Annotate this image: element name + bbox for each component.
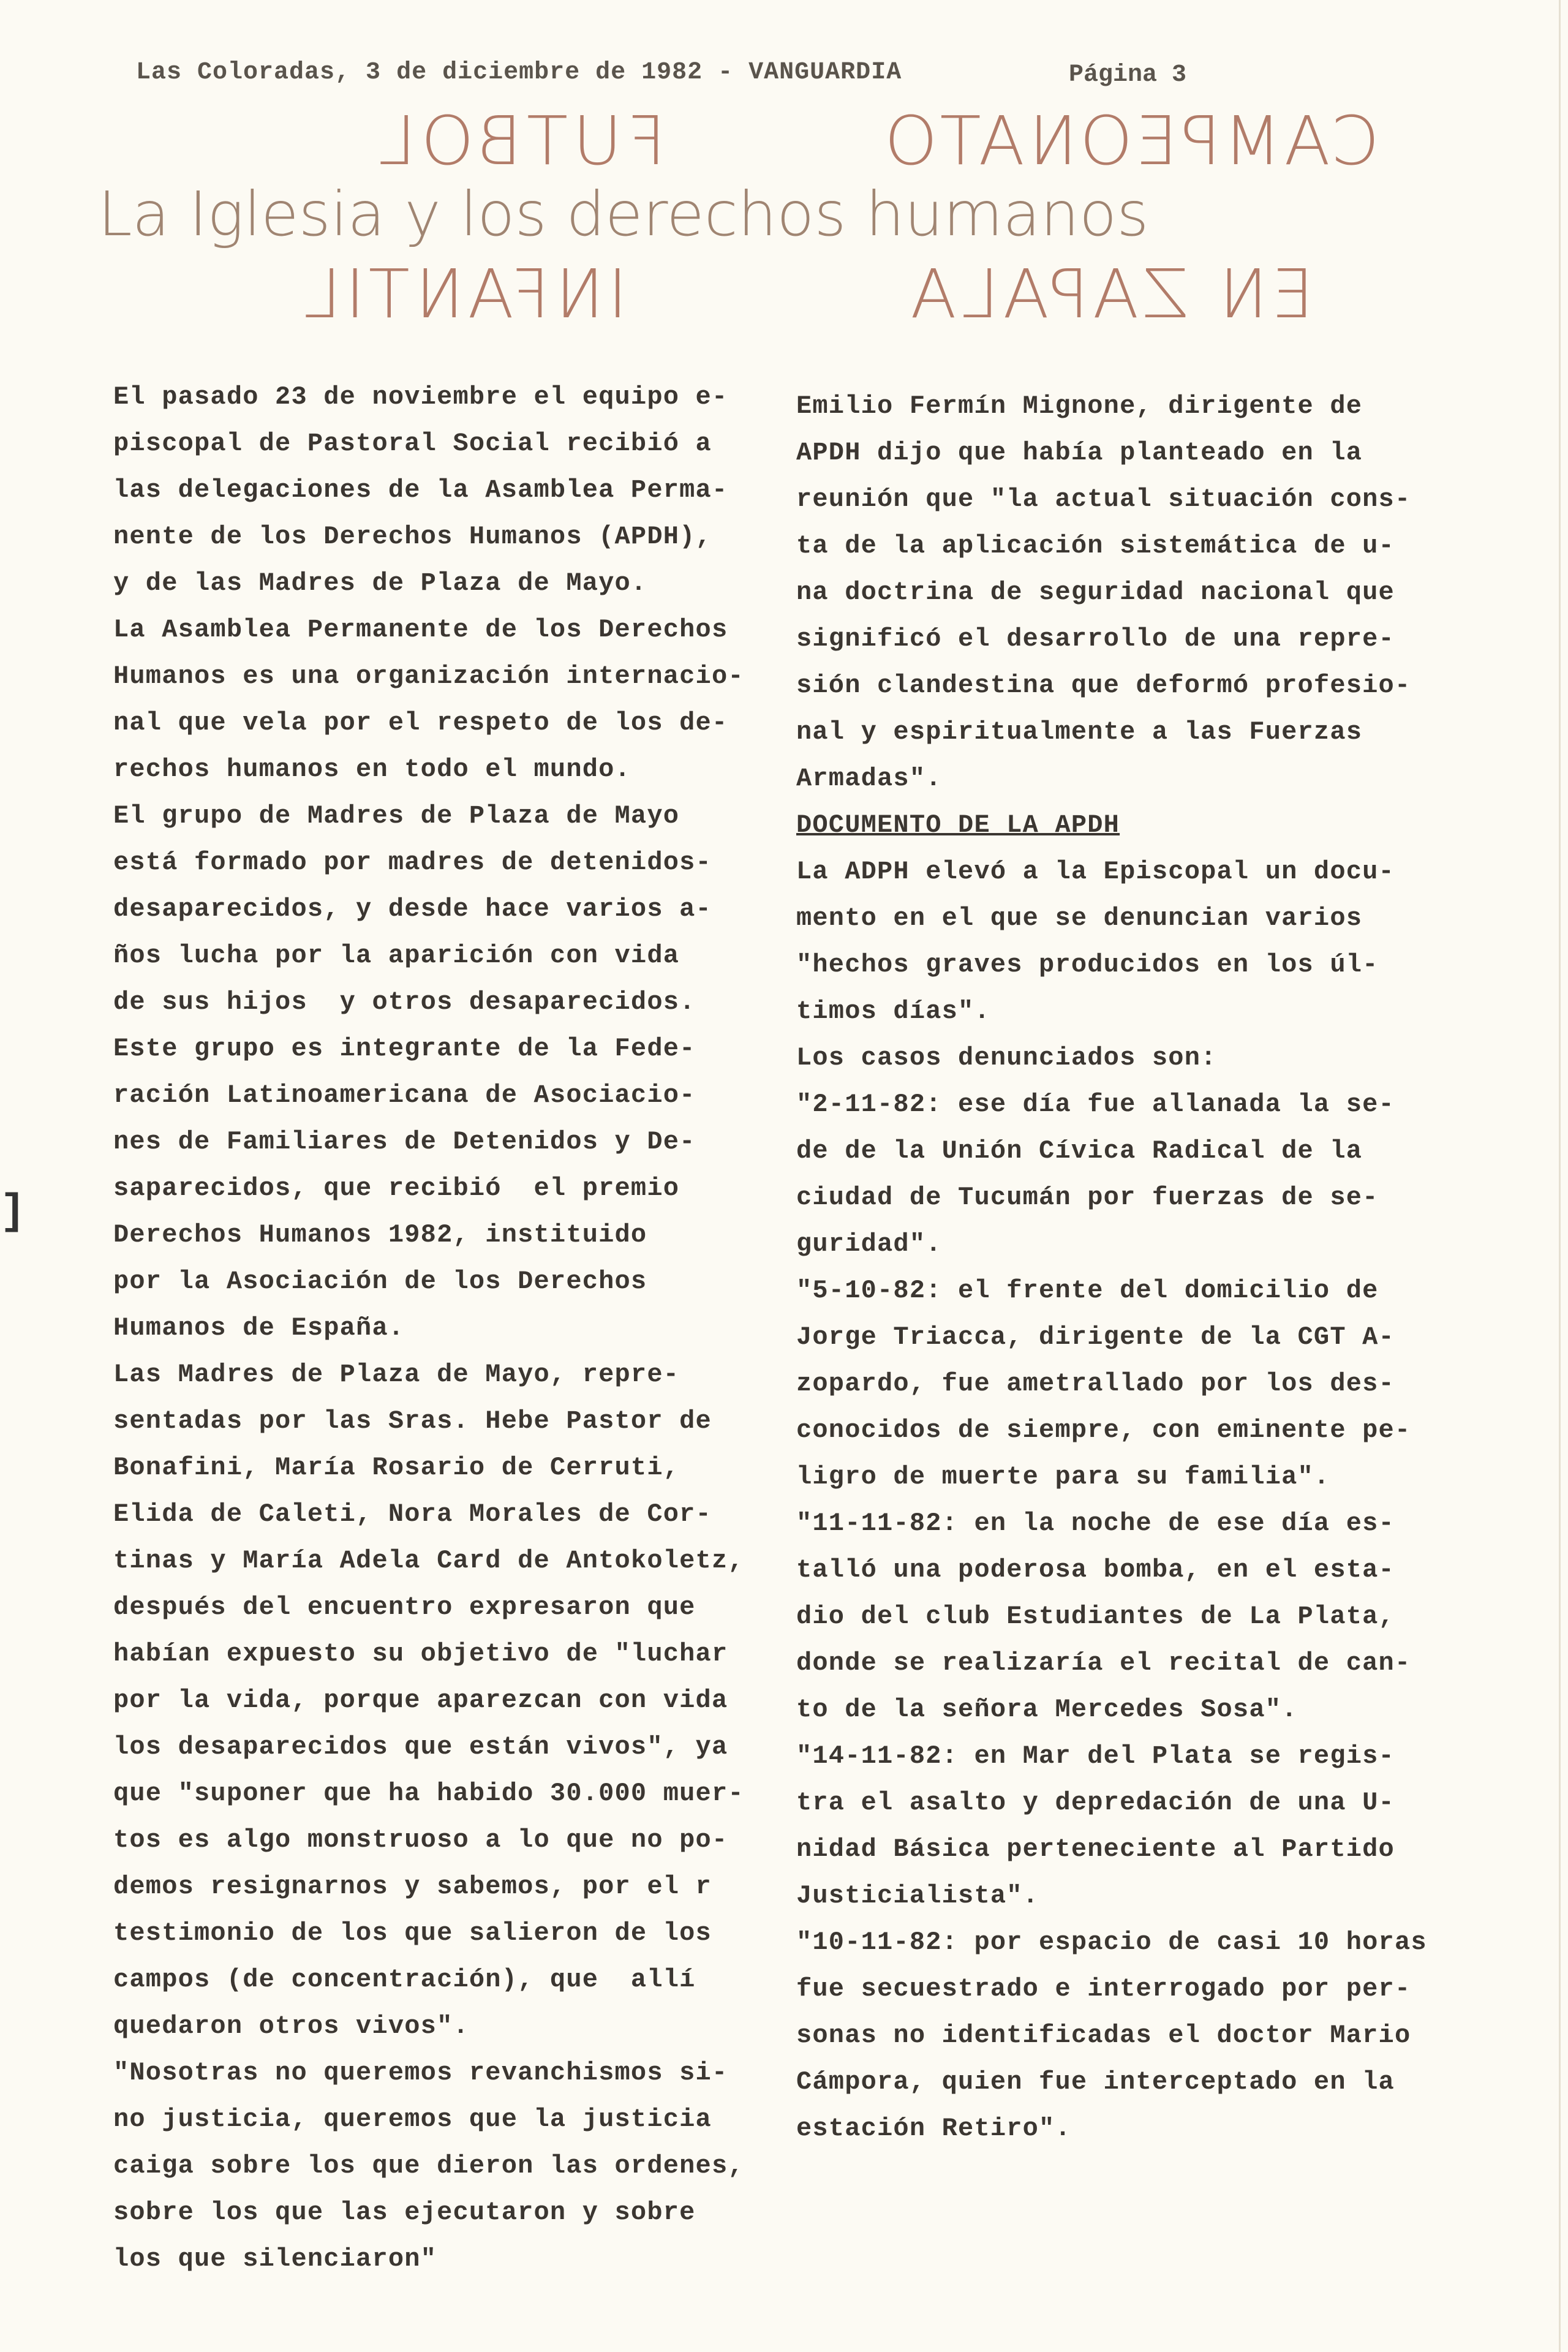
text-line: desaparecidos, y desde hace varios a- (113, 894, 712, 924)
page-edge (1559, 0, 1561, 2352)
text-line: caiga sobre los que dieron las ordenes, (113, 2151, 744, 2180)
text-line: Armadas". (796, 764, 942, 793)
text-line: sentadas por las Sras. Hebe Pastor de (113, 1406, 712, 1436)
text-line: piscopal de Pastoral Social recibió a (113, 429, 712, 458)
text-line: Humanos es una organización internacio- (113, 662, 744, 691)
text-line: "14-11-82: en Mar del Plata se regis- (796, 1741, 1395, 1771)
text-line: por la Asociación de los Derechos (113, 1267, 647, 1296)
text-line: La ADPH elevó a la Episcopal un docu- (796, 857, 1395, 886)
text-line: Derechos Humanos 1982, instituido (113, 1220, 647, 1250)
text-line: ciudad de Tucumán por fuerzas de se- (796, 1183, 1379, 1212)
text-line: habían expuesto su objetivo de "luchar (113, 1639, 728, 1668)
text-line: Jorge Triacca, dirigente de la CGT A- (796, 1322, 1395, 1352)
text-line: reunión que "la actual situación cons- (796, 484, 1411, 514)
text-line: los que silenciaron" (113, 2244, 437, 2274)
dateline: Las Coloradas, 3 de diciembre de 1982 - VANGUARDIA (136, 59, 902, 86)
text-line: por la vida, porque aparezcan con vida (113, 1686, 728, 1715)
text-line: El grupo de Madres de Plaza de Mayo (113, 801, 680, 831)
page-number: Página 3 (1069, 61, 1187, 89)
text-line: nal y espiritualmente a las Fuerzas (796, 717, 1363, 747)
text-line: los desaparecidos que están vivos", ya (113, 1732, 728, 1762)
text-line: que "suponer que ha habido 30.000 muer- (113, 1779, 744, 1808)
text-line: mento en el que se denuncian varios (796, 903, 1363, 933)
text-line: sobre los que las ejecutaron y sobre (113, 2198, 696, 2227)
text-line: sonas no identificadas el doctor Mario (796, 2021, 1411, 2050)
text-line: Elida de Caleti, Nora Morales de Cor- (113, 1499, 712, 1529)
text-line: quedaron otros vivos". (113, 2011, 469, 2041)
show-through-campeonato: CAMPEONATO (882, 102, 1380, 180)
margin-bracket-mark: ] (0, 1188, 26, 1237)
show-through-infantil: INFANTIL (300, 255, 628, 333)
text-line: Las Madres de Plaza de Mayo, repre- (113, 1360, 680, 1389)
left-column-article (113, 374, 744, 2282)
text-line: Humanos de España. (113, 1313, 405, 1343)
text-line: ños lucha por la aparición con vida (113, 941, 680, 970)
text-line: estación Retiro". (796, 2114, 1071, 2143)
text-line: de de la Unión Cívica Radical de la (796, 1136, 1363, 1166)
text-line: "hechos graves producidos en los úl- (796, 950, 1379, 979)
text-line: demos resignarnos y sabemos, por el r (113, 1872, 712, 1901)
text-line: Este grupo es integrante de la Fede- (113, 1034, 696, 1063)
text-line: testimonio de los que salieron de los (113, 1918, 712, 1948)
text-line: fue secuestrado e interrogado por per- (796, 1974, 1411, 2003)
text-line: to de la señora Mercedes Sosa". (796, 1695, 1298, 1724)
show-through-futbol: FUTBOL (374, 102, 666, 180)
show-through-en-zapala: EN ZAPALA (907, 255, 1314, 333)
text-line: APDH dijo que había planteado en la (796, 438, 1363, 467)
text-line: timos días". (796, 997, 990, 1026)
text-line: zopardo, fue ametrallado por los des- (796, 1369, 1395, 1398)
text-line: talló una poderosa bomba, en el esta- (796, 1555, 1395, 1585)
text-line: guridad". (796, 1229, 942, 1259)
text-line: sión clandestina que deformó profesio- (796, 671, 1411, 700)
text-line: dio del club Estudiantes de La Plata, (796, 1602, 1395, 1631)
text-line: las delegaciones de la Asamblea Perma- (113, 475, 728, 505)
text-line: campos (de concentración), que allí (113, 1965, 696, 1994)
text-line: "11-11-82: en la noche de ese día es- (796, 1509, 1395, 1538)
section-subheading: DOCUMENTO DE LA APDH (796, 810, 1120, 840)
text-line: y de las Madres de Plaza de Mayo. (113, 568, 647, 598)
text-line: tos es algo monstruoso a lo que no po- (113, 1825, 728, 1855)
text-line: El pasado 23 de noviembre el equipo e- (113, 382, 728, 412)
text-line: "Nosotras no queremos revanchismos si- (113, 2058, 728, 2087)
show-through-iglesia-title: La Iglesia y los derechos humanos (98, 178, 1149, 250)
text-line: "2-11-82: ese día fue allanada la se- (796, 1090, 1395, 1119)
text-line: Los casos denunciados son: (796, 1043, 1217, 1072)
right-column-article (796, 383, 1427, 2152)
text-line: nente de los Derechos Humanos (APDH), (113, 522, 712, 551)
text-line: Cámpora, quien fue interceptado en la (796, 2067, 1395, 2097)
text-line: de sus hijos y otros desaparecidos. (113, 987, 696, 1017)
text-line: "5-10-82: el frente del domicilio de (796, 1276, 1379, 1305)
text-line: La Asamblea Permanente de los Derechos (113, 615, 728, 644)
text-line: ligro de muerte para su familia". (796, 1462, 1330, 1491)
text-line: Emilio Fermín Mignone, dirigente de (796, 391, 1363, 421)
text-line: nal que vela por el respeto de los de- (113, 708, 728, 737)
text-line: ración Latinoamericana de Asociacio- (113, 1080, 696, 1110)
text-line: tinas y María Adela Card de Antokoletz, (113, 1546, 744, 1575)
text-line: conocidos de siempre, con eminente pe- (796, 1415, 1411, 1445)
text-line: tra el asalto y depredación de una U- (796, 1788, 1395, 1817)
text-line: na doctrina de seguridad nacional que (796, 578, 1395, 607)
text-line: ta de la aplicación sistemática de u- (796, 531, 1395, 560)
text-line: rechos humanos en todo el mundo. (113, 755, 631, 784)
text-line: saparecidos, que recibió el premio (113, 1174, 680, 1203)
text-line: está formado por madres de detenidos- (113, 848, 712, 877)
text-line: significó el desarrollo de una repre- (796, 624, 1395, 654)
text-line: nidad Básica perteneciente al Partido (796, 1834, 1395, 1864)
text-line: donde se realizaría el recital de can- (796, 1648, 1411, 1678)
text-line: Bonafini, María Rosario de Cerruti, (113, 1453, 680, 1482)
text-line: nes de Familiares de Detenidos y De- (113, 1127, 696, 1156)
text-line: no justicia, queremos que la justicia (113, 2105, 712, 2134)
text-line: "10-11-82: por espacio de casi 10 horas (796, 1928, 1427, 1957)
text-line: Justicialista". (796, 1881, 1039, 1910)
text-line: después del encuentro expresaron que (113, 1593, 696, 1622)
